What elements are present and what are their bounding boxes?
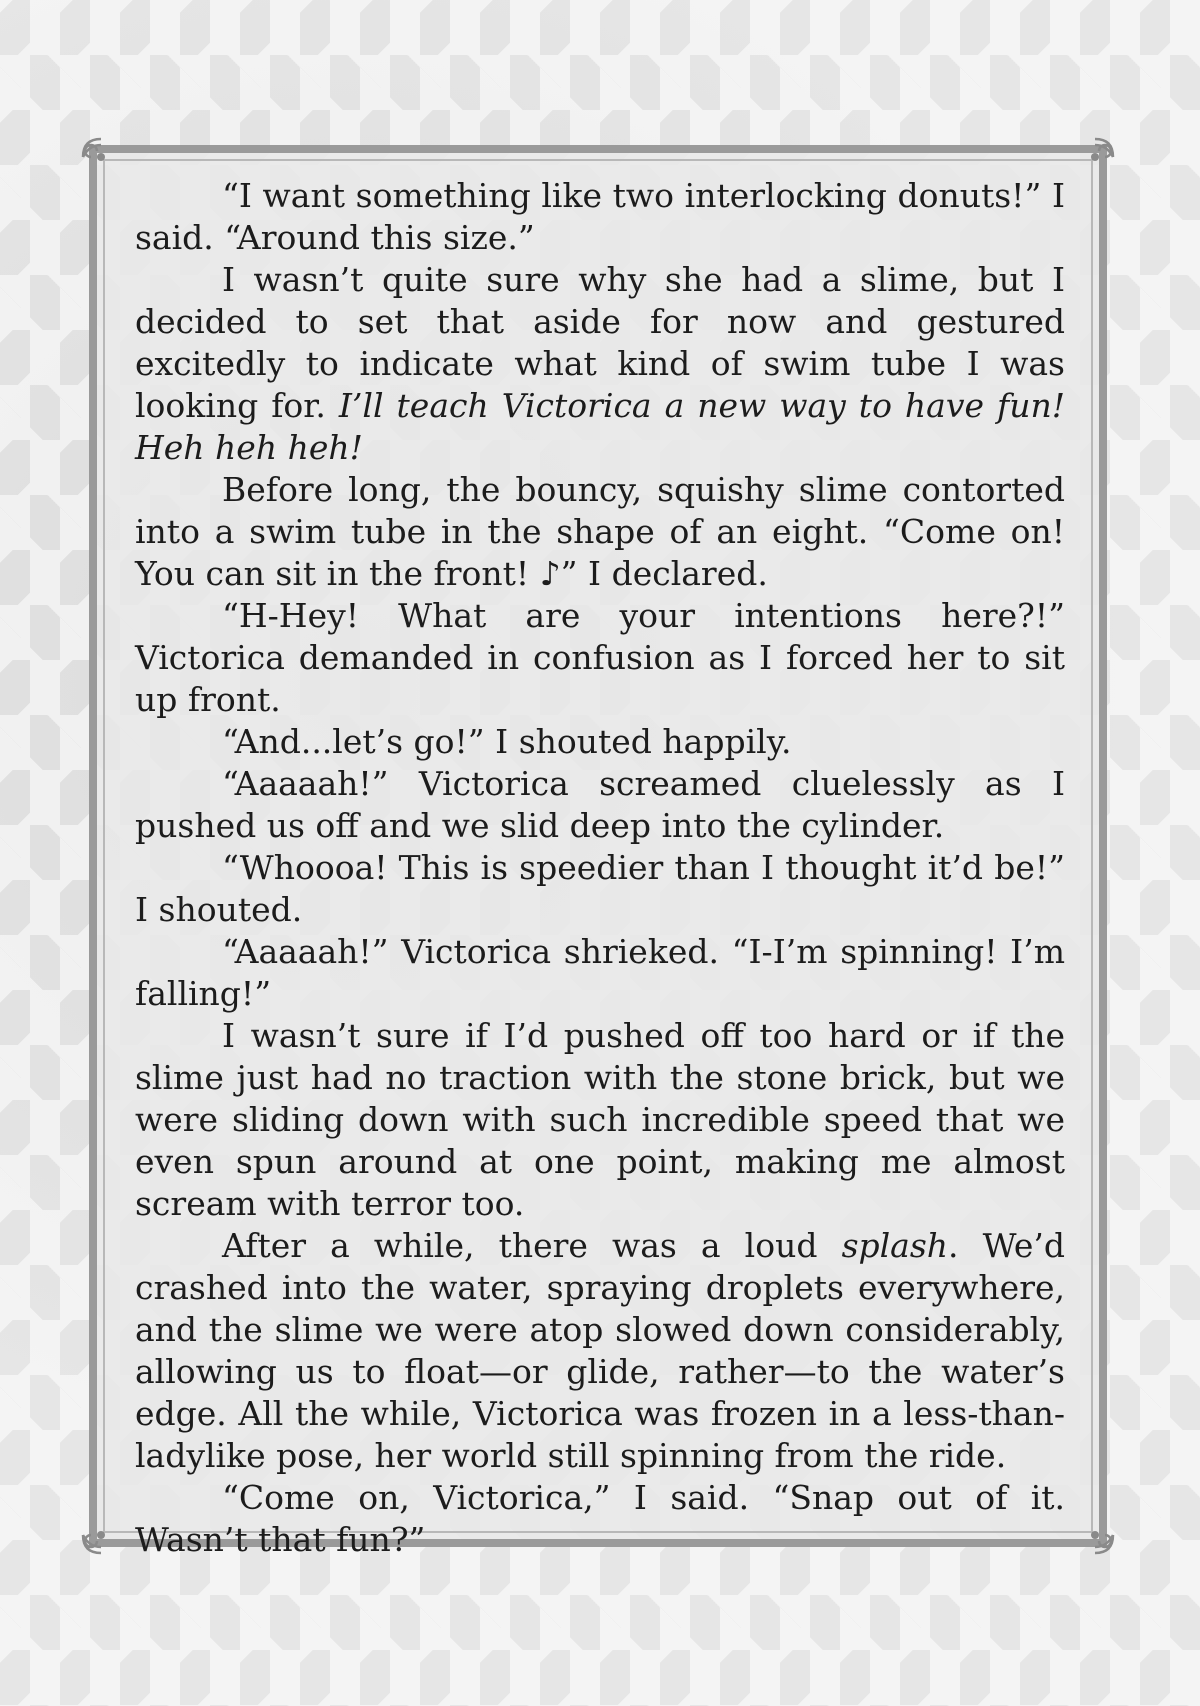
flourish-corner-icon	[79, 1513, 123, 1557]
italic-text: I’ll teach Victorica a new way to have fun! Heh heh heh!	[135, 386, 1065, 467]
paragraph	[135, 721, 1065, 763]
text-segment: “H-Hey! What are your intentions here?!” Victorica demanded in confusion as I forced her to sit up front.	[135, 596, 1065, 719]
paragraph	[135, 259, 1065, 469]
italic-text: splash	[841, 1226, 949, 1265]
paragraph	[135, 175, 1065, 259]
ornate-frame	[89, 145, 1107, 1559]
paragraph	[135, 1225, 1065, 1477]
paragraph	[135, 847, 1065, 931]
text-segment: I wasn’t sure if I’d pushed off too hard or if the slime just had no traction with the stone brick, but we were sliding down with such incredible speed that we even spun around at one point, making me almost scream with terror too.	[135, 1016, 1065, 1223]
flourish-corner-icon	[79, 135, 123, 179]
flourish-corner-icon	[1073, 1513, 1117, 1557]
paragraph	[135, 469, 1065, 595]
paragraph	[135, 595, 1065, 721]
flourish-corner-icon	[1073, 135, 1117, 179]
paragraph	[135, 1015, 1065, 1225]
text-segment: “I want something like two interlocking donuts!” I said. “Around this size.”	[135, 176, 1065, 257]
text-segment: After a while, there was a loud	[222, 1226, 842, 1265]
text-segment: “Aaaaah!” Victorica screamed cluelessly as I pushed us off and we slid deep into the cylinder.	[135, 764, 1065, 845]
text-segment: . We’d crashed into the water, spraying droplets everywhere, and the slime we were atop slowed down considerably, allowing us to float—or glide, rather—to the water’s edge. All the while, Victorica was frozen in a less-than-ladylike pose, her world still spinning from the ride.	[135, 1226, 1065, 1475]
text-segment: “Whoooa! This is speedier than I thought it’d be!” I shouted.	[135, 848, 1065, 929]
story-text	[135, 175, 1065, 1561]
paragraph	[135, 763, 1065, 847]
text-segment: “Come on, Victorica,” I said. “Snap out of it. Wasn’t that fun?”	[135, 1478, 1065, 1559]
text-segment: “And...let’s go!” I shouted happily.	[222, 722, 792, 761]
paragraph	[135, 931, 1065, 1015]
text-segment: I wasn’t quite sure why she had a slime, but I decided to set that aside for now and gestured excitedly to indicate what kind of swim tube I was looking for.	[135, 260, 1065, 425]
text-segment: “Aaaaah!” Victorica shrieked. “I-I’m spinning! I’m falling!”	[135, 932, 1065, 1013]
paragraph	[135, 1477, 1065, 1561]
text-segment: Before long, the bouncy, squishy slime contorted into a swim tube in the shape of an eight. “Come on! You can sit in the front! ♪” I declared.	[135, 470, 1065, 593]
